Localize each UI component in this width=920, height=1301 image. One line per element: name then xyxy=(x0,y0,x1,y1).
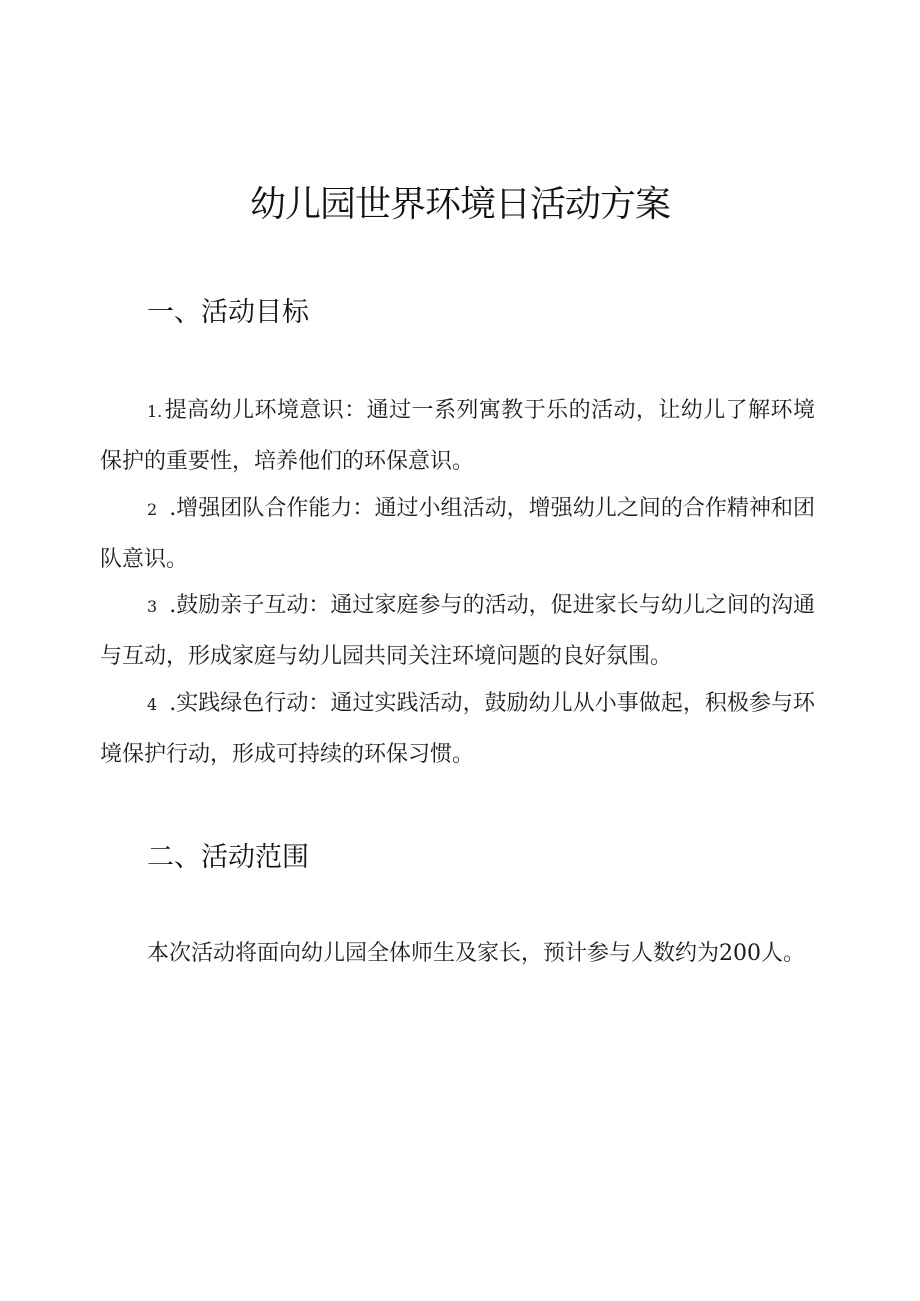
goal-item-3 xyxy=(100,581,815,682)
scope-paragraph: 本次活动将面向幼儿园全体师生及家长，预计参与人数约为200人。 xyxy=(147,941,805,966)
section-heading-scope: 二、活动范围 xyxy=(147,842,309,873)
document-title: 幼儿园世界环境日活动方案 xyxy=(249,184,670,225)
goal-item-number: 1. xyxy=(147,402,163,421)
goal-item-number: 4 xyxy=(147,695,158,714)
goal-item-text: .鼓励亲子互动：通过家庭参与的活动，促进家长与幼儿之间的沟通与互动，形成家庭与幼儿园共同关注环境问题的良好氛围。 xyxy=(100,593,815,669)
goal-item-number: 3 xyxy=(147,597,158,616)
section-heading-goals: 一、活动目标 xyxy=(147,297,309,328)
goal-item-text: 提高幼儿环境意识：通过一系列寓教于乐的活动，让幼儿了解环境保护的重要性，培养他们的环保意识。 xyxy=(100,398,815,474)
goal-item-text: .实践绿色行动：通过实践活动，鼓励幼儿从小事做起，积极参与环境保护行动，形成可持续的环保习惯。 xyxy=(100,691,815,767)
goal-item-1 xyxy=(100,386,815,487)
goal-item-2 xyxy=(100,484,815,585)
goal-item-text: .增强团队合作能力：通过小组活动，增强幼儿之间的合作精神和团队意识。 xyxy=(100,496,815,572)
goal-item-number: 2 xyxy=(147,500,158,519)
goal-item-4 xyxy=(100,679,815,780)
